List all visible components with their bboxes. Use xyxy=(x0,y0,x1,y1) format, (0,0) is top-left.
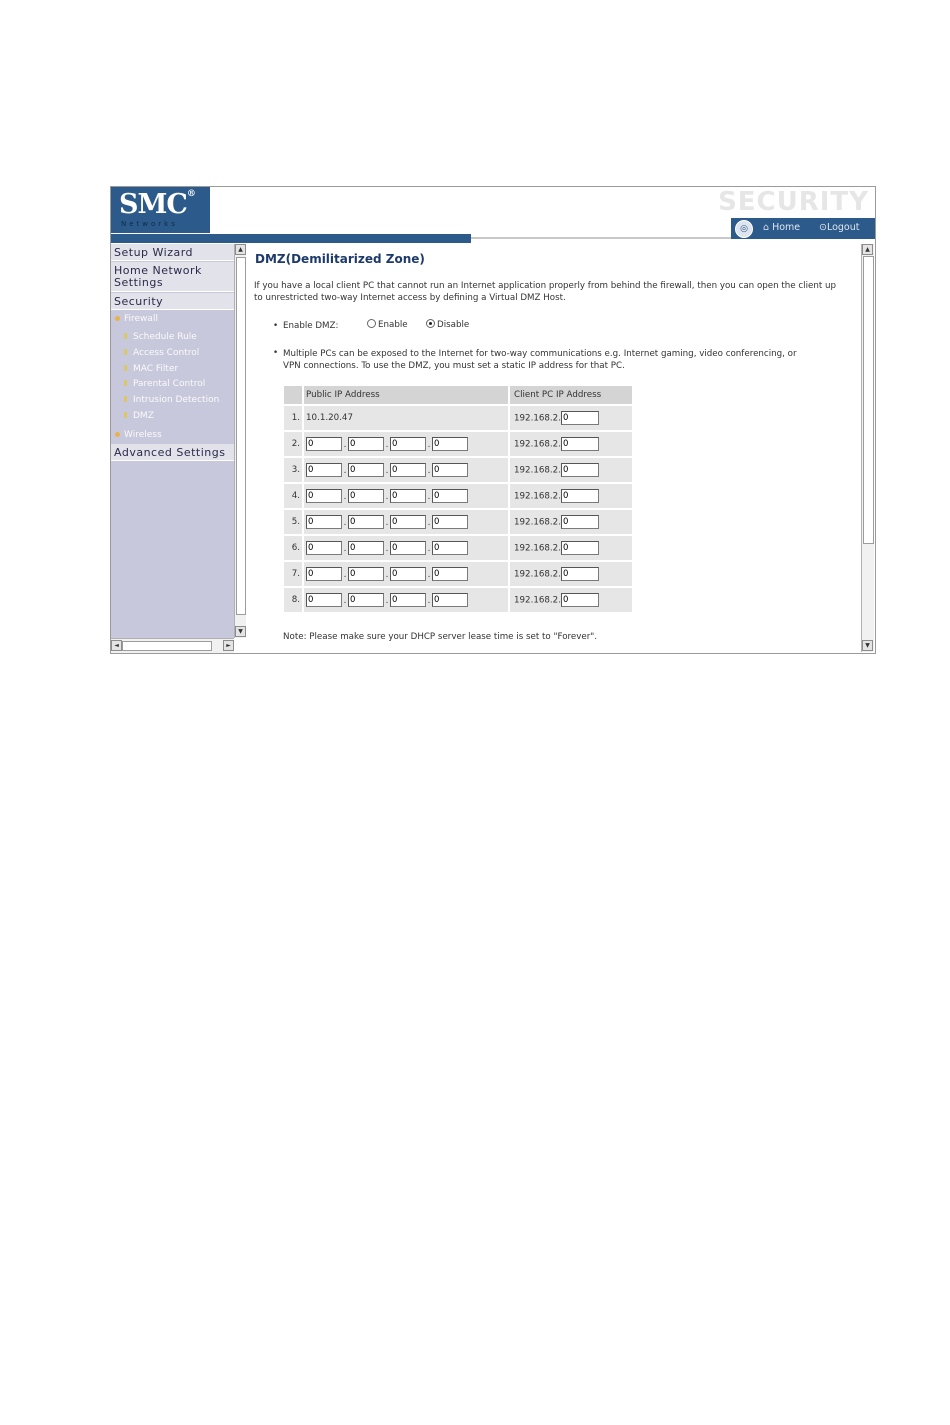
public-ip-octet-input[interactable] xyxy=(390,515,426,529)
client-ip-cell xyxy=(510,562,632,588)
sidebar-item-label: Schedule Rule xyxy=(133,332,197,342)
scroll-left-icon[interactable]: ◄ xyxy=(111,640,122,651)
sidebar-item-advanced-settings[interactable]: Advanced Settings xyxy=(111,444,234,461)
sidebar-item-parental-control[interactable] xyxy=(124,379,205,389)
page-icon xyxy=(124,365,127,371)
home-label: Home xyxy=(772,222,801,233)
client-ip-input[interactable] xyxy=(561,411,599,425)
row-number: 3. xyxy=(284,458,304,484)
globe-icon: ◎ xyxy=(735,220,753,238)
main-vertical-scrollbar[interactable] xyxy=(861,244,874,652)
ip-separator: . xyxy=(385,517,389,528)
sidebar-item-home-network[interactable] xyxy=(111,262,234,292)
public-ip-cell xyxy=(304,588,510,614)
public-ip-octet-input[interactable] xyxy=(306,515,342,529)
row-number: 6. xyxy=(284,536,304,562)
public-ip-octet-input[interactable] xyxy=(390,567,426,581)
row-number: 8. xyxy=(284,588,304,614)
ip-separator: . xyxy=(343,569,347,580)
scroll-right-icon[interactable]: ► xyxy=(223,640,234,651)
client-ip-input[interactable] xyxy=(561,515,599,529)
sidebar-item-setup-wizard[interactable]: Setup Wizard xyxy=(111,244,234,261)
public-ip-cell xyxy=(304,484,510,510)
public-ip-cell xyxy=(304,458,510,484)
scrollbar-thumb[interactable] xyxy=(122,641,212,651)
public-ip-octet-input[interactable] xyxy=(348,463,384,477)
ip-separator: . xyxy=(427,517,431,528)
public-ip-octet-input[interactable] xyxy=(432,463,468,477)
scroll-down-icon[interactable]: ▼ xyxy=(235,626,246,637)
public-ip-octet-input[interactable] xyxy=(390,437,426,451)
dmz-table xyxy=(284,386,632,614)
scrollbar-thumb[interactable] xyxy=(863,256,874,544)
public-ip-octet-input[interactable] xyxy=(348,541,384,555)
client-ip-cell xyxy=(510,536,632,562)
scrollbar-thumb[interactable] xyxy=(236,257,246,615)
section-banner: SECURITY xyxy=(718,187,869,217)
public-ip-octet-input[interactable] xyxy=(390,541,426,555)
sidebar-item-label: MAC Filter xyxy=(133,364,179,374)
client-ip-input[interactable] xyxy=(561,489,599,503)
client-ip-cell xyxy=(510,458,632,484)
ip-separator: . xyxy=(385,595,389,606)
public-ip-octet-input[interactable] xyxy=(306,541,342,555)
public-ip-octet-input[interactable] xyxy=(348,593,384,607)
page-title: DMZ(Demilitarized Zone) xyxy=(255,252,425,266)
sidebar-item-label: Access Control xyxy=(133,348,200,358)
folder-icon xyxy=(115,432,120,437)
row-number: 5. xyxy=(284,510,304,536)
ip-separator: . xyxy=(385,491,389,502)
client-ip-prefix: 192.168.2. xyxy=(514,439,561,450)
ip-separator: . xyxy=(343,439,347,450)
public-ip-octet-input[interactable] xyxy=(348,515,384,529)
radio-label: Disable xyxy=(437,320,470,330)
public-ip-octet-input[interactable] xyxy=(306,567,342,581)
sidebar-item-label: Intrusion Detection xyxy=(133,395,220,405)
sidebar-item-schedule-rule[interactable] xyxy=(124,332,197,342)
logout-label: Logout xyxy=(826,222,860,233)
row-number: 2. xyxy=(284,432,304,458)
scroll-down-icon[interactable]: ▼ xyxy=(862,640,873,651)
column-header-public-ip: Public IP Address xyxy=(304,386,510,406)
sidebar-item-security[interactable]: Security xyxy=(111,293,234,310)
public-ip-text: 10.1.20.47 xyxy=(304,406,510,432)
ip-separator: . xyxy=(385,439,389,450)
bullet-icon: • xyxy=(273,321,279,331)
sidebar-item-label: Wireless xyxy=(124,430,162,440)
ip-separator: . xyxy=(385,543,389,554)
dhcp-note: Note: Please make sure your DHCP server lease time is set to "Forever". xyxy=(283,632,598,642)
client-ip-cell xyxy=(510,406,632,432)
page-icon xyxy=(124,396,127,402)
ip-separator: . xyxy=(343,517,347,528)
public-ip-octet-input[interactable] xyxy=(390,489,426,503)
row-number: 1. xyxy=(284,406,304,432)
public-ip-cell xyxy=(304,432,510,458)
client-ip-input[interactable] xyxy=(561,593,599,607)
table-header-cell xyxy=(284,386,304,406)
page-icon xyxy=(124,380,127,386)
public-ip-octet-input[interactable] xyxy=(432,541,468,555)
radio-label: Enable xyxy=(378,320,408,330)
public-ip-octet-input[interactable] xyxy=(432,593,468,607)
sidebar-item-wireless[interactable] xyxy=(115,430,162,440)
table-row xyxy=(284,406,632,432)
logo-subtitle: Networks xyxy=(121,220,178,228)
ip-separator: . xyxy=(427,491,431,502)
ip-separator: . xyxy=(385,465,389,476)
home-link[interactable] xyxy=(763,222,800,233)
disable-dmz-radio[interactable] xyxy=(426,320,469,330)
sidebar-item-label: DMZ xyxy=(133,411,154,421)
logout-link[interactable] xyxy=(819,222,860,233)
public-ip-octet-input[interactable] xyxy=(390,593,426,607)
ip-separator: . xyxy=(427,465,431,476)
sidebar-item-label: Parental Control xyxy=(133,379,206,389)
scroll-up-icon[interactable]: ▲ xyxy=(862,244,873,255)
sidebar-item-label: Home Network xyxy=(114,264,202,277)
radio-selected-icon xyxy=(426,319,435,328)
sidebar-item-intrusion-detection[interactable] xyxy=(124,395,219,405)
table-row xyxy=(284,458,632,484)
ip-separator: . xyxy=(427,439,431,450)
public-ip-octet-input[interactable] xyxy=(432,437,468,451)
client-ip-input[interactable] xyxy=(561,437,599,451)
table-header-row xyxy=(284,386,632,406)
sidebar-item-firewall[interactable] xyxy=(115,314,158,324)
sidebar-item-mac-filter[interactable] xyxy=(124,364,178,374)
router-admin-window xyxy=(110,186,876,654)
public-ip-octet-input[interactable] xyxy=(306,463,342,477)
home-icon: ⌂ xyxy=(763,222,770,233)
column-header-client-ip: Client PC IP Address xyxy=(510,386,632,406)
sidebar-vertical-scrollbar[interactable] xyxy=(234,244,246,638)
client-ip-prefix: 192.168.2. xyxy=(514,543,561,554)
client-ip-input[interactable] xyxy=(561,463,599,477)
ip-separator: . xyxy=(427,595,431,606)
public-ip-cell xyxy=(304,562,510,588)
ip-separator: . xyxy=(343,595,347,606)
client-ip-cell xyxy=(510,484,632,510)
ip-separator: . xyxy=(343,465,347,476)
page-icon xyxy=(124,349,127,355)
page-icon xyxy=(124,412,127,418)
bullet-icon: • xyxy=(273,348,279,358)
main-content xyxy=(246,244,861,652)
page-icon xyxy=(124,333,127,339)
ip-separator: . xyxy=(427,543,431,554)
header-nav-bar xyxy=(731,218,875,239)
public-ip-octet-input[interactable] xyxy=(432,567,468,581)
public-ip-octet-input[interactable] xyxy=(432,489,468,503)
client-ip-prefix: 192.168.2. xyxy=(514,569,561,580)
client-ip-prefix: 192.168.2. xyxy=(514,595,561,606)
enable-dmz-label: Enable DMZ: xyxy=(283,321,339,331)
table-row xyxy=(284,588,632,614)
ip-separator: . xyxy=(427,569,431,580)
client-ip-prefix: 192.168.2. xyxy=(514,465,561,476)
ip-separator: . xyxy=(343,491,347,502)
table-row xyxy=(284,510,632,536)
folder-icon xyxy=(115,316,120,321)
row-number: 4. xyxy=(284,484,304,510)
sidebar-horizontal-scrollbar[interactable] xyxy=(111,638,234,653)
public-ip-octet-input[interactable] xyxy=(432,515,468,529)
table-row xyxy=(284,484,632,510)
table-row xyxy=(284,432,632,458)
smc-logo xyxy=(111,187,210,233)
public-ip-octet-input[interactable] xyxy=(348,567,384,581)
client-ip-prefix: 192.168.2. xyxy=(514,491,561,502)
ip-separator: . xyxy=(343,543,347,554)
public-ip-octet-input[interactable] xyxy=(306,489,342,503)
sidebar-item-dmz[interactable] xyxy=(124,411,154,421)
public-ip-cell xyxy=(304,510,510,536)
table-row xyxy=(284,536,632,562)
multi-pc-text: Multiple PCs can be exposed to the Internet for two-way communications e.g. Internet gaming, video conferencing, or VPN connections. To use the DMZ, you must set a static IP address for that PC. xyxy=(283,349,797,371)
row-number: 7. xyxy=(284,562,304,588)
header-strip xyxy=(111,234,471,243)
logo-text: SMC xyxy=(119,189,187,220)
public-ip-cell xyxy=(304,536,510,562)
client-ip-cell xyxy=(510,510,632,536)
ip-separator: . xyxy=(385,569,389,580)
client-ip-cell xyxy=(510,588,632,614)
enable-dmz-radio[interactable] xyxy=(367,320,408,330)
client-ip-input[interactable] xyxy=(561,567,599,581)
scroll-up-icon[interactable]: ▲ xyxy=(235,244,246,255)
sidebar xyxy=(111,244,234,638)
client-ip-input[interactable] xyxy=(561,541,599,555)
logout-icon: ⊙ xyxy=(819,222,827,233)
intro-text: If you have a local client PC that cannot run an Internet application properly from behind the firewall, then you can open the client up to unrestricted two-way Internet access by defining a Virtual DMZ Host. xyxy=(254,281,837,303)
public-ip-octet-input[interactable] xyxy=(306,437,342,451)
radio-icon xyxy=(367,319,376,328)
public-ip-octet-input[interactable] xyxy=(348,437,384,451)
sidebar-item-label: Firewall xyxy=(124,314,158,324)
public-ip-octet-input[interactable] xyxy=(348,489,384,503)
client-ip-prefix: 192.168.2. xyxy=(514,517,561,528)
public-ip-octet-input[interactable] xyxy=(390,463,426,477)
client-ip-prefix: 192.168.2. xyxy=(514,413,561,424)
sidebar-item-access-control[interactable] xyxy=(124,348,199,358)
table-row xyxy=(284,562,632,588)
public-ip-octet-input[interactable] xyxy=(306,593,342,607)
client-ip-cell xyxy=(510,432,632,458)
sidebar-item-label: Settings xyxy=(114,276,164,289)
registered-mark: ® xyxy=(186,189,195,199)
